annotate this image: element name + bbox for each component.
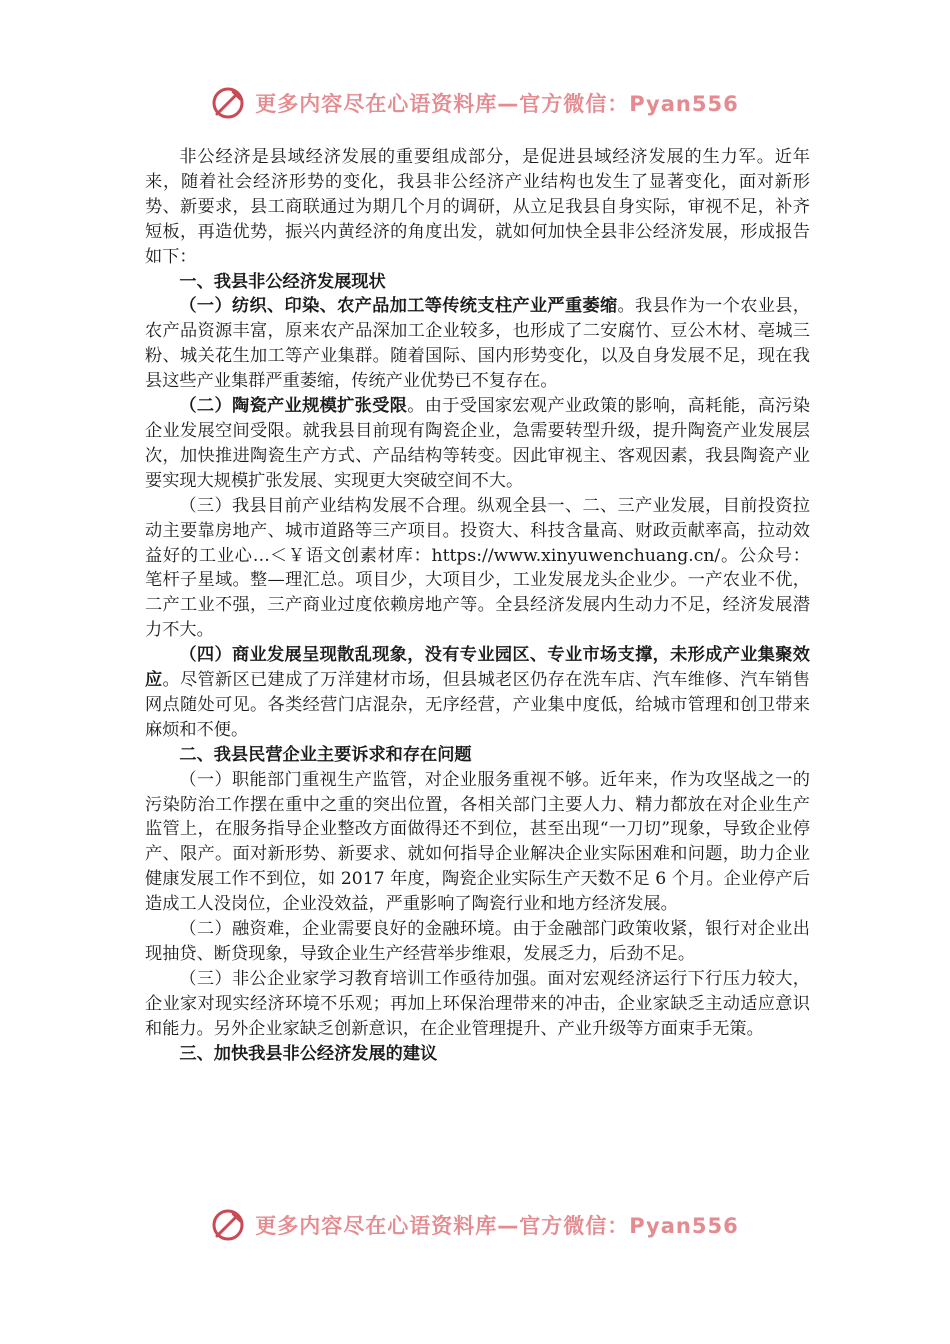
paragraph-1-4 [145, 643, 810, 743]
watermark-text: 更多内容尽在心语资料库—官方微信：Pyan556 [255, 1214, 739, 1238]
watermark-footer [0, 1208, 950, 1242]
section-heading-3: 三、加快我县非公经济发展的建议 [179, 1043, 438, 1064]
document-body [145, 145, 810, 1067]
paragraph-1-2 [145, 394, 810, 494]
paragraph-1-2-lead: （二）陶瓷产业规模扩张受限 [179, 396, 408, 417]
paragraph-1-1 [145, 294, 810, 394]
paragraph-1-3: （三）我县目前产业结构发展不合理。纵观全县一、二、三产业发展，目前投资拉动主要靠房地产、城市道路等三产项目。投资大、科技含量高、财政贡献率高，拉动效益好的工业心…＜￥语文创素材库：https://www.xinyuwenchuang.cn/。公众号：笔杆子星域。整—理汇总。项目少，大项目少，工业发展龙头企业少。一产农业不优，二产工业不强，三产商业过度依赖房地产等。全县经济发展内生动力不足，经济发展潜力不大。 [145, 495, 810, 641]
section-heading-2: 二、我县民营企业主要诉求和存在问题 [179, 744, 472, 765]
paragraph-2-2: （二）融资难，企业需要良好的金融环境。由于金融部门政策收紧，银行对企业出现抽贷、断贷现象，导致企业生产经营举步维艰，发展乏力，后劲不足。 [145, 919, 810, 964]
pen-circle-icon [211, 86, 245, 120]
paragraph-1-1-lead: （一）纺织、印染、农产品加工等传统支柱产业严重萎缩 [179, 296, 618, 317]
paragraph-1-1-text: 。我县作为一个农业县，农产品资源丰富，原来农产品深加工企业较多，也形成了二安腐竹、豆公木材、亳城三粉、城关花生加工等产业集群。随着国际、国内形势变化，以及自身发展不足，现在我县这些产业集群严重萎缩，传统产业优势已不复存在。 [145, 296, 810, 392]
paragraph-1-4-lead: （四）商业发展呈现散乱现象，没有专业园区、专业市场支撑，未形成产业集聚效应 [145, 645, 810, 691]
paragraph-intro: 非公经济是县域经济发展的重要组成部分，是促进县域经济发展的生力军。近年来，随着社会经济形势的变化，我县非公经济产业结构也发生了显著变化，面对新形势、新要求，县工商联通过为期几个月的调研，从立足我县自身实际，审视不足，补齐短板，再造优势，振兴内黄经济的角度出发，就如何加快全县非公经济发展，形成报告如下： [145, 147, 810, 267]
section-heading-1: 一、我县非公经济发展现状 [179, 271, 386, 292]
watermark-header [0, 86, 950, 120]
pen-circle-icon [211, 1208, 245, 1242]
paragraph-2-3: （三）非公企业家学习教育培训工作亟待加强。面对宏观经济运行下行压力较大，企业家对现实经济环境不乐观；再加上环保治理带来的冲击，企业家缺乏主动适应意识和能力。另外企业家缺乏创新意识，在企业管理提升、产业升级等方面束手无策。 [145, 968, 810, 1039]
watermark-text: 更多内容尽在心语资料库—官方微信：Pyan556 [255, 92, 739, 116]
paragraph-1-4-text: 。尽管新区已建成了万洋建材市场，但县城老区仍存在洗车店、汽车维修、汽车销售网点随处可见。各类经营门店混杂，无序经营，产业集中度低，给城市管理和创卫带来麻烦和不便。 [145, 670, 810, 740]
paragraph-1-2-text: 。由于受国家宏观产业政策的影响，高耗能，高污染企业发展空间受限。就我县目前现有陶瓷企业，急需要转型升级，提升陶瓷产业发展层次，加快推进陶瓷生产方式、产品结构等转变。因此审视主、客观因素，我县陶瓷产业要实现大规模扩张发展、实现更大突破空间不大。 [145, 396, 810, 491]
paragraph-2-1: （一）职能部门重视生产监管，对企业服务重视不够。近年来，作为攻坚战之一的污染防治工作摆在重中之重的突出位置，各相关部门主要人力、精力都放在对企业生产监管上，在服务指导企业整改方面做得还不到位，甚至出现“一刀切”现象，导致企业停产、限产。面对新形势、新要求、就如何指导企业解决企业实际困难和问题，助力企业健康发展工作不到位，如 2017 年度，陶瓷企业实际生产天数不足 6 个月。企业停产后造成工人没岗位，企业没效益，严重影响了陶瓷行业和地方经济发展。 [145, 769, 810, 915]
